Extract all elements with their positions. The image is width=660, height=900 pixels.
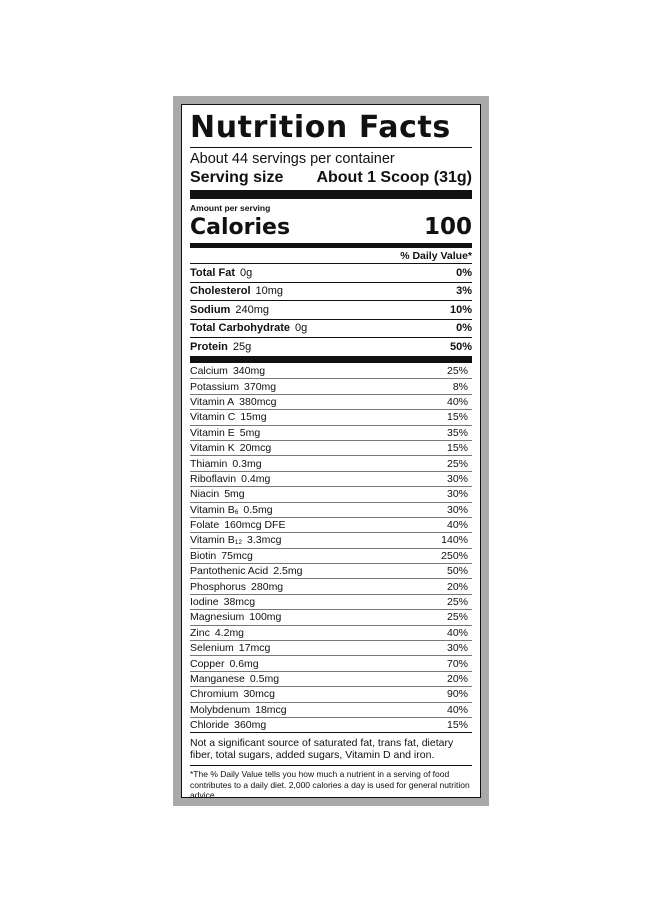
nutrient-name-amount [190,458,262,470]
nutrient-daily-value: 30% [446,488,468,501]
macro-row [190,282,472,301]
nutrient-name-subscript: 6 [234,508,239,516]
nutrient-name-amount [190,411,267,423]
nutrient-name: Protein [190,341,228,353]
nutrient-name-amount [190,267,252,279]
calories-value: 100 [423,214,472,240]
nutrient-daily-value: 15% [446,442,468,455]
micro-row [190,409,472,424]
nutrient-name-amount [190,642,270,654]
serving-size-label: Serving size [190,169,284,186]
nutrient-name-amount [190,322,307,334]
micro-row [190,363,472,378]
nutrient-daily-value: 20% [446,580,468,593]
nutrient-name: Vitamin A [190,395,235,408]
nutrition-facts-panel [181,104,481,801]
nutrient-name: Chloride [190,719,230,732]
nutrient-amount: 0.4mg [241,472,271,485]
micro-row [190,702,472,717]
micro-row [190,640,472,655]
nutrient-amount: 20mcg [239,442,272,455]
nutrient-daily-value: 15% [446,719,468,732]
label-frame [173,96,489,806]
calories-label: Calories [190,215,291,240]
nutrient-daily-value: 30% [446,642,468,655]
title-rule [190,147,472,148]
nutrient-name-amount [190,565,302,577]
nutrient-name: Selenium [190,642,234,655]
protein-row [190,337,472,356]
micro-row [190,486,472,501]
nutrient-name: Biotin [190,549,217,562]
micro-row [190,609,472,624]
nutrient-daily-value: 50% [446,565,468,578]
nutrient-name: Riboflavin [190,472,237,485]
micro-row [190,686,472,701]
nutrient-daily-value: 15% [446,411,468,424]
nutrient-daily-value: 25% [446,596,468,609]
nutrient-amount: 75mcg [221,549,253,562]
nutrient-name: Magnesium [190,611,245,624]
serving-size-value: About 1 Scoop (31g) [316,169,472,186]
nutrient-name-amount [190,365,265,377]
nutrient-amount: 380mcg [239,395,277,408]
micro-row [190,717,472,732]
nutrient-name-amount [190,473,270,485]
nutrient-name-amount [190,285,283,297]
nutrient-name-amount [190,427,260,439]
nutrient-amount: 0g [240,266,253,279]
nutrient-name: Phosphorus [190,580,247,593]
nutrient-amount: 360mg [234,719,267,732]
nutrient-name: Niacin [190,488,220,501]
nutrient-name: Chromium [190,688,239,701]
nutrient-amount: 240mg [235,303,269,316]
nutrient-name-amount [190,719,266,731]
nutrient-name-amount [190,688,275,700]
macro-row [190,300,472,319]
nutrient-name-amount [190,611,281,623]
nutrient-name-amount [190,581,283,593]
nutrient-amount: 30mcg [243,688,275,701]
nutrient-name-amount [190,519,285,531]
micro-row [190,471,472,486]
micro-row [190,671,472,686]
nutrient-amount: 0.5mg [243,503,273,516]
micro-row [190,548,472,563]
macro-nutrients [190,263,472,337]
micro-row [190,594,472,609]
nutrient-daily-value: 30% [446,503,468,516]
nutrient-name-amount [190,504,273,516]
macro-row [190,319,472,338]
nutrient-daily-value: 10% [449,303,472,316]
nutrient-name: Thiamin [190,457,228,470]
nutrient-name: Potassium [190,380,240,393]
nutrient-name-amount [190,673,279,685]
micro-nutrients [190,363,472,732]
nutrient-amount: 0.5mg [249,673,280,685]
nutrient-name-amount [190,488,245,500]
nutrient-name: Calcium [190,364,228,377]
nutrient-daily-value: 50% [449,341,472,353]
micro-row [190,532,472,547]
nutrient-amount: 10mg [255,285,284,298]
nutrient-daily-value: 40% [446,395,468,408]
micro-row [190,425,472,440]
amount-per-serving: Amount per serving [190,203,271,213]
nutrient-name: Vitamin B [190,503,235,516]
micro-row [190,440,472,455]
nutrient-amount: 2.5mg [273,565,303,578]
nutrient-daily-value: 140% [441,534,468,547]
not-significant-note: Not a significant source of saturated fat, trans fat, dietary fiber, total sugars, added sugars, Vitamin D and iron. [190,737,454,762]
micro-row [190,378,472,393]
nutrient-amount: 340mg [232,364,266,377]
nutrient-name: Iodine [190,596,219,609]
nutrient-amount: 280mg [251,580,284,593]
nutrient-amount: 100mg [249,611,282,624]
nutrient-amount: 5mg [239,426,261,439]
nutrient-amount: 4.2mg [214,626,245,639]
nutrient-name: Copper [190,657,225,670]
daily-value-footnote: *The % Daily Value tells you how much a nutrient in a serving of food contributes to a daily diet. 2,000 calories a day is used for general nutrition advice. [190,769,470,801]
serving-size-row [190,168,472,187]
nutrient-daily-value: 8% [452,380,468,393]
nutrient-name: Manganese [190,673,245,685]
nutrient-name: Vitamin K [190,442,235,455]
nutrient-daily-value: 40% [446,703,468,716]
micro-row [190,455,472,470]
protein-divider [190,356,472,363]
micro-row [190,517,472,532]
nutrient-name: Sodium [190,303,231,316]
nutrient-amount: 17mcg [238,642,271,655]
nutrient-daily-value: 30% [446,472,468,485]
nutrient-daily-value: 90% [446,688,468,701]
nutrient-name-amount [190,381,276,393]
nutrient-daily-value: 3% [456,285,472,298]
nutrient-daily-value: 35% [446,426,468,439]
nutrient-amount: 38mcg [223,596,256,609]
nutrient-name: Total Fat [190,266,236,279]
nutrient-amount: 160mcg DFE [224,519,286,532]
micro-row [190,563,472,578]
nutrient-name: Folate [190,519,220,532]
nutrient-amount: 3.3mcg [246,534,282,547]
nutrient-name-amount [190,396,277,408]
micro-row [190,655,472,670]
micro-row [190,625,472,640]
nutrient-amount: 370mg [244,380,277,393]
nutrient-daily-value: 20% [446,673,468,685]
nutrient-daily-value: 25% [446,457,468,470]
nutrient-name-amount [190,658,259,670]
nutrient-daily-value: 250% [441,549,468,562]
nutrient-name: Molybdenum [190,703,251,716]
nutrient-name-amount [190,550,253,562]
nutrient-amount: 0.6mg [229,657,259,670]
nutrient-daily-value: 0% [456,266,472,279]
calories-row [190,214,472,241]
nutrient-name-subscript: 12 [234,539,242,547]
nutrient-daily-value: 70% [446,657,468,670]
nutrient-daily-value: 25% [446,611,468,624]
nutrient-name: Pantothenic Acid [190,565,269,578]
nutrient-daily-value: 25% [446,364,468,377]
micro-row [190,578,472,593]
nutrient-amount: 0g [295,322,308,335]
micro-row [190,502,472,517]
nutrient-name: Vitamin B [190,534,235,547]
nutrient-name-amount [190,627,244,639]
macro-row [190,263,472,282]
micro-row [190,394,472,409]
nutrition-facts-title: Nutrition Facts [190,110,451,145]
thick-divider [190,190,472,199]
nutrient-name: Vitamin C [190,411,236,424]
nutrient-amount: 25g [232,341,252,353]
nutrient-name: Cholesterol [190,285,251,298]
daily-value-header: % Daily Value* [400,250,472,262]
nutrient-amount: 15mg [240,411,267,424]
nutrient-name-amount [190,534,281,546]
nutrient-name: Zinc [190,626,210,639]
nutrient-name: Total Carbohydrate [190,322,291,335]
nutrient-name-amount [190,442,271,454]
nutrient-daily-value: 40% [446,626,468,639]
nutrient-daily-value: 40% [446,519,468,532]
nutrient-daily-value: 0% [456,322,472,335]
nutrient-name: Vitamin E [190,426,235,439]
servings-per-container: About 44 servings per container [190,151,395,167]
nutrient-name-amount [190,304,269,316]
nutrient-amount: 0.3mg [232,457,262,470]
nutrient-name-amount [190,341,251,353]
nutrient-name-amount [190,596,255,608]
nutrient-amount: 18mcg [255,703,287,716]
nutrient-amount: 5mg [224,488,245,501]
nutrient-name-amount [190,704,287,716]
